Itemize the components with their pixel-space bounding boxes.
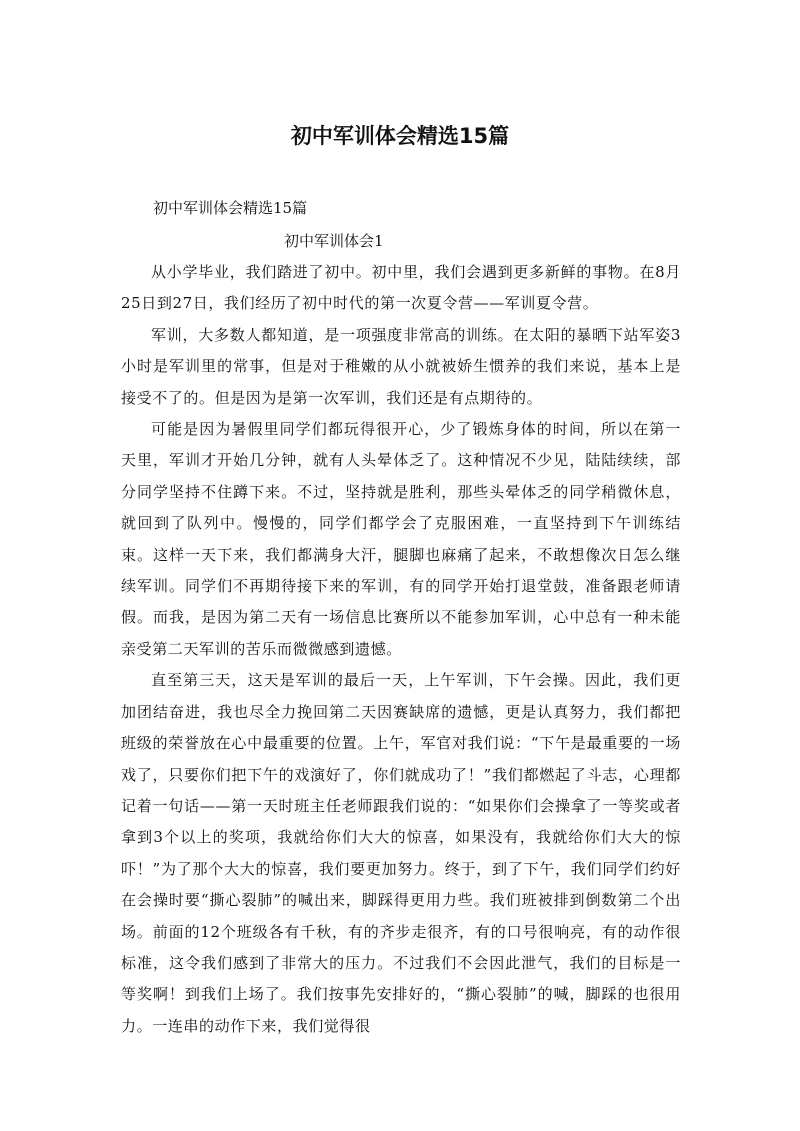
- paragraph: 可能是因为暑假里同学们都玩得很开心，少了锻炼身体的时间，所以在第一天里，军训才开始几分钟，就有人头晕体乏了。这种情况不少见，陆陆续续，部分同学坚持不住蹲下来。不过，坚持就是胜利，那些头晕体乏的同学稍微休息，就回到了队列中。慢慢的，同学们都学会了克服困难，一直坚持到下午训练结束。这样一天下来，我们都满身大汗，腿脚也麻痛了起来，不敢想像次日怎么继续军训。同学们不再期待接下来的军训，有的同学开始打退堂鼓，准备跟老师请假。而我，是因为第二天有一场信息比赛所以不能参加军训，心中总有一种未能亲受第二天军训的苦乐而微微感到遗憾。: [121, 420, 681, 658]
- article-body: [121, 257, 681, 1042]
- section-heading: 初中军训体会1: [284, 232, 384, 250]
- paragraph: 直至第三天，这天是军训的最后一天，上午军训，下午会操。因此，我们更加团结奋进，我也尽全力挽回第二天因赛缺席的遗憾，更是认真努力，我们都把班级的荣誉放在心中最重要的位置。上午，军官对我们说：“下午是最重要的一场戏了，只要你们把下午的戏演好了，你们就成功了！”我们都燃起了斗志，心理都记着一句话——第一天时班主任老师跟我们说的：“如果你们会操拿了一等奖或者拿到3个以上的奖项，我就给你们大大的惊喜，如果没有，我就给你们大大的惊吓！”为了那个大大的惊喜，我们要更加努力。终于，到了下午，我们同学们约好在会操时要“撕心裂肺”的喊出来，脚踩得更用力些。我们班被排到倒数第二个出场。前面的12个班级各有千秋，有的齐步走很齐，有的口号很响亮，有的动作很标准，这令我们感到了非常大的压力。不过我们不会因此泄气，我们的目标是一等奖啊！到我们上场了。我们按事先安排好的，“撕心裂肺”的喊，脚踩的也很用力。一连串的动作下来，我们觉得很: [121, 671, 681, 1035]
- paragraph: 军训，大多数人都知道，是一项强度非常高的训练。在太阳的暴晒下站军姿3小时是军训里的常事，但是对于稚嫩的从小就被娇生惯养的我们来说，基本上是接受不了的。但是因为是第一次军训，我们还是有点期待的。: [121, 325, 681, 407]
- paragraph: 从小学毕业，我们踏进了初中。初中里，我们会遇到更多新鲜的事物。在8月25日到27日，我们经历了初中时代的第一次夏令营——军训夏令营。: [121, 263, 681, 313]
- document-title: 初中军训体会精选15篇: [290, 124, 510, 148]
- document-subtitle: 初中军训体会精选15篇: [153, 199, 308, 217]
